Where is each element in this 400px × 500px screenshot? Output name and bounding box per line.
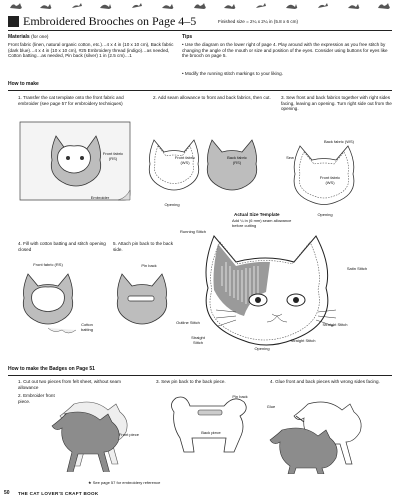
page-title: Embroidered Brooches on Page 4–5: [23, 14, 197, 28]
badge-step-3-text: 3. Sew pin back to the back piece.: [156, 379, 226, 384]
step-5-text: 5. Attach pin back to the back side.: [113, 241, 174, 252]
step-1-illustration: [18, 118, 138, 210]
badges-embroidery-note: ★ See page 57 for embroidery reference: [88, 480, 161, 485]
badge-step-2-text: 2. Embroider front piece.: [18, 393, 55, 404]
materials-heading: Materials: [8, 34, 30, 40]
step-1-text: 1. Transfer the cat template onto the front fabric and embroider (see page 57 for embroidery techniques): [18, 95, 124, 106]
template-opening-label: Opening: [254, 346, 270, 351]
tips-heading: Tips: [182, 34, 193, 40]
step-3-sew-label: Sew: [286, 155, 294, 160]
tips-item-1: • Use the diagram on the lower right of page 4. Play around with the expression as you free stitch by changing the angle of the mouth or size and position of the eyes. Consider using buttons for eyes like the brooch on page 5.: [182, 42, 388, 59]
badge-back-piece-label: Back piece: [201, 430, 221, 435]
finished-size: Finished size = 2¼ x 2¼ in (5.8 x 6 cm): [218, 19, 299, 24]
tips-item-2: • Modify the running stitch markings to your liking.: [182, 71, 283, 76]
badge-front-piece-label: Front piece: [118, 432, 139, 437]
template-heading: Actual Size Template: [234, 212, 280, 217]
badge-pin-back-label: Pin back: [232, 394, 248, 399]
badge-step-4-illustration: [268, 396, 388, 474]
materials-text: Front fabric (linen, natural organic cotton, etc.)…4 x 4 in (10 x 10 cm), Back fabric (dark blue)…4 x 4 in (10 x 10 cm), #25 Embroidery thread (indigo)…as needed, Cotton batting…as needed, Pin back (silver) 1 in (2.5 cm)…1: [8, 42, 174, 59]
step-2-back-fabric-label: Back fabric (RS): [227, 155, 247, 165]
template-note: Add ¼ in (6 mm) seam allowance before cutting: [232, 218, 292, 228]
step-4-text: 4. Fill with cotton batting and stitch opening closed: [18, 241, 106, 252]
step-5-pin-back-label: Pin back: [141, 263, 157, 268]
template-satin-stitch-label: Satin Stitch: [346, 266, 368, 271]
header-divider: [8, 30, 392, 31]
badge-step-1-text: 1. Cut out two pieces from felt sheet, without seam allowance: [18, 379, 121, 390]
template-straight-stitch-2-label: Straight Stitch: [322, 322, 348, 327]
step-3-back-fabric-label: Back fabric (WS): [323, 139, 354, 144]
badge-step-3-illustration: [164, 392, 254, 454]
badge-glue-label: Glue: [266, 404, 276, 409]
how-to-make-heading: How to make: [8, 81, 39, 87]
book-title: THE CAT LOVER'S CRAFT BOOK: [18, 491, 99, 496]
step-2-text: 2. Add seam allowance to front and back fabrics, then cut.: [153, 95, 271, 100]
step-3-opening-label: Opening: [317, 212, 333, 217]
materials-for: (for one): [31, 34, 49, 39]
template-straight-stitch-3-label: Straight Stitch: [290, 338, 316, 343]
step-2-illustration: [148, 136, 278, 206]
step-3-front-fabric-label: Front fabric (WS): [319, 175, 341, 185]
step-2-opening-label: Opening: [164, 202, 180, 207]
template-outline-stitch-label: Outline Stitch: [176, 320, 200, 325]
badges-heading: How to make the Badges on Page 51: [8, 366, 95, 372]
template-running-stitch-label: Running Stitch: [180, 229, 207, 234]
step-1-embroider-label: Embroider: [90, 195, 110, 200]
badges-divider: [8, 375, 392, 376]
materials-heading-row: [8, 34, 188, 40]
step-3-text: 3. Sew front and back fabrics together with right sides facing, leaving an opening. Turn right side out from the opening.: [281, 95, 392, 112]
template-straight-stitch-1-label: Straight Stitch: [191, 335, 205, 345]
step-1-front-fabric-label: Front fabric (RS): [102, 151, 124, 161]
how-to-make-divider: [8, 90, 392, 91]
actual-size-template: [196, 226, 346, 354]
badge-step-4-text: 4. Glue front and back pieces with wrong sides facing.: [270, 379, 380, 384]
cat-border-decoration: [0, 0, 400, 10]
step-2-front-fabric-label: Front fabric (WS): [174, 155, 196, 165]
page-number: 50: [4, 490, 10, 496]
step-4-front-fabric-label: Front fabric (RS): [33, 262, 63, 267]
header-title-box: [8, 16, 19, 27]
step-4-cotton-batting-label: Cotton batting: [80, 322, 93, 332]
